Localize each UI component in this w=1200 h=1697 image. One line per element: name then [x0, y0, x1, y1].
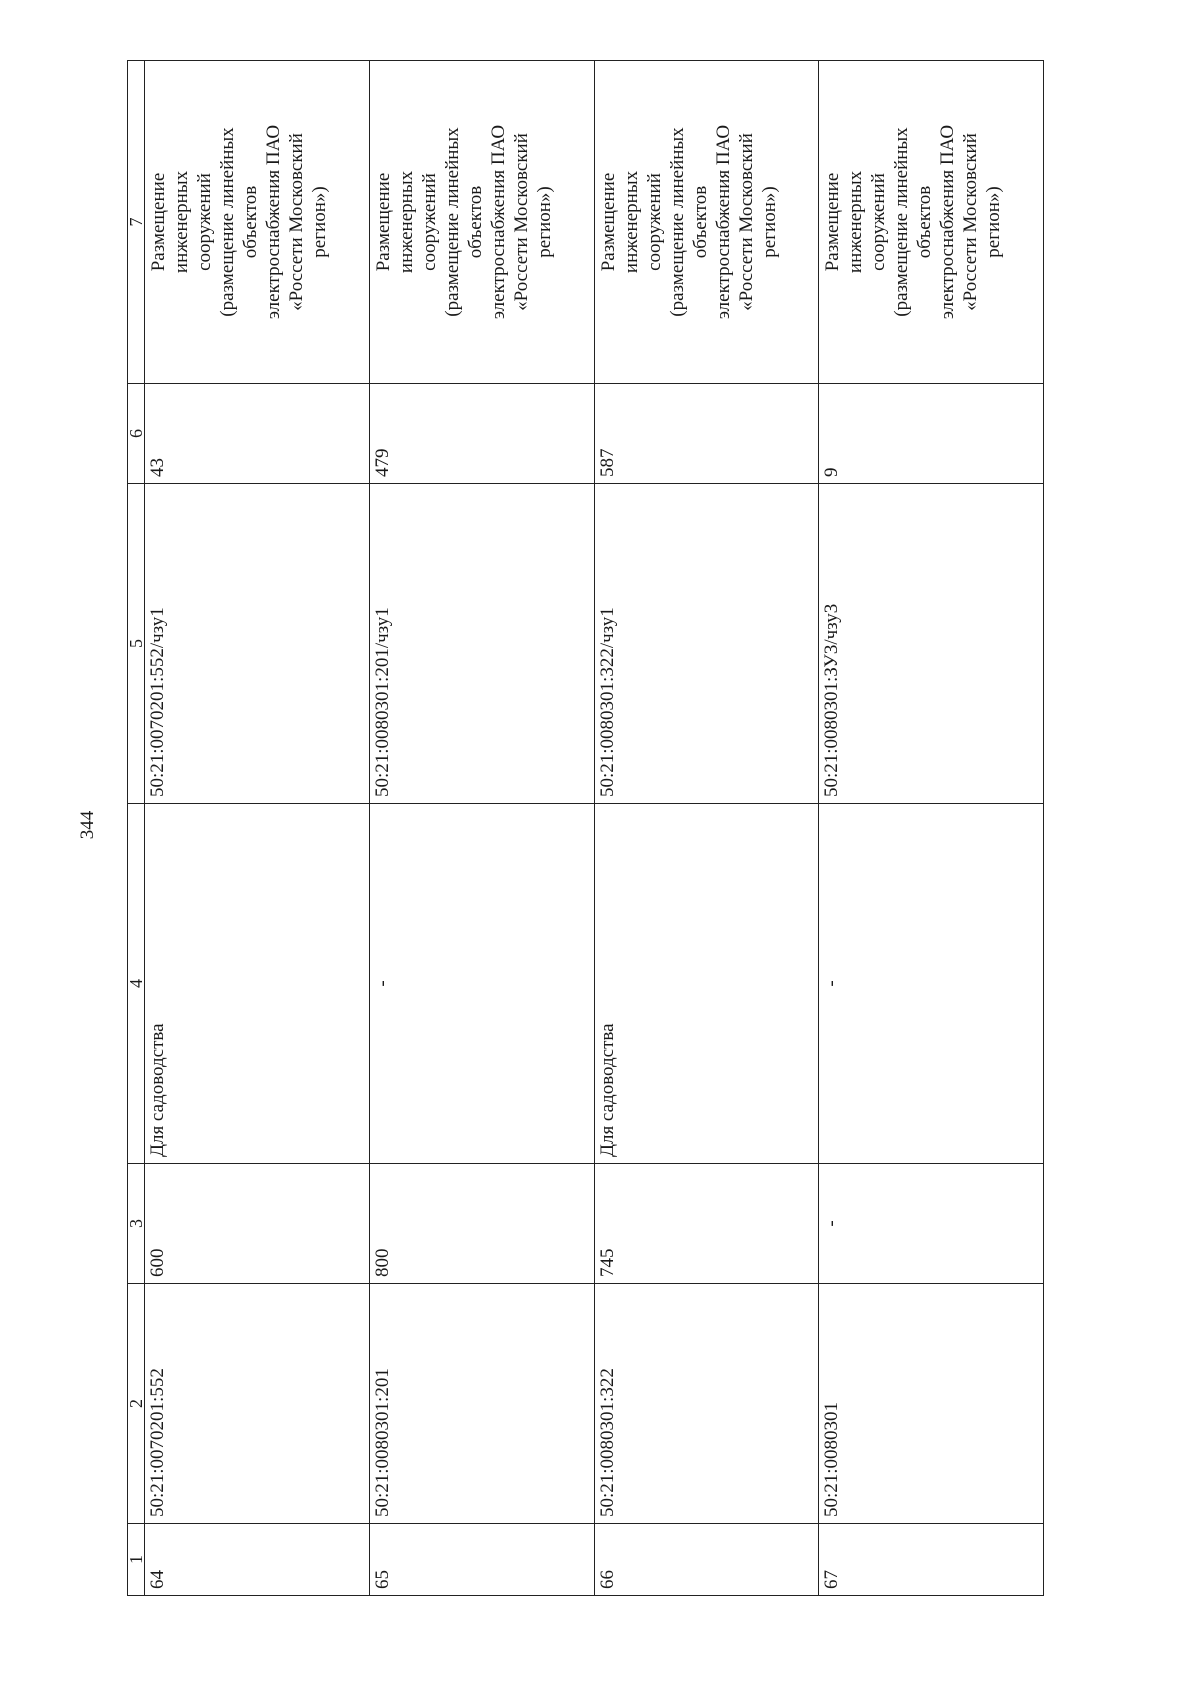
use-line: сооружений — [194, 173, 215, 271]
rotated-table-container — [127, 61, 1044, 1596]
permitted-use: - — [819, 804, 1044, 1164]
table-row — [819, 61, 1044, 1596]
use-line: электроснабжения ПАО — [487, 124, 509, 320]
use-line: объектов — [914, 185, 936, 259]
permitted-use: Для садоводства — [594, 804, 819, 1164]
table-row — [594, 61, 819, 1596]
use-line: Размещение — [372, 172, 394, 272]
use-line: электроснабжения ПАО — [263, 124, 284, 320]
use-line: инженерных — [171, 170, 192, 274]
header-col-1: 1 — [128, 1524, 145, 1596]
use-line: сооружений — [643, 173, 665, 271]
area-value: - — [819, 1164, 1044, 1284]
row-number: 67 — [819, 1524, 1044, 1596]
use-purpose — [145, 61, 370, 384]
page-number: 344 — [77, 810, 98, 840]
use-line: объектов — [464, 185, 486, 259]
part-area: 479 — [369, 384, 594, 484]
header-col-5: 5 — [128, 484, 145, 804]
use-line: сооружений — [868, 173, 890, 271]
use-line: регион») — [309, 186, 330, 258]
header-col-7: 7 — [128, 61, 145, 384]
area-value: 600 — [145, 1164, 370, 1284]
header-col-3: 3 — [128, 1164, 145, 1284]
use-purpose — [819, 61, 1044, 384]
table-row — [369, 61, 594, 1596]
row-number: 66 — [594, 1524, 819, 1596]
permitted-use: - — [369, 804, 594, 1164]
use-line: регион») — [758, 186, 780, 258]
part-area: 9 — [819, 384, 1044, 484]
use-line: инженерных — [620, 170, 642, 274]
use-line: «Россети Московский — [510, 133, 532, 311]
cadastral-number: 50:21:0070201:552 — [145, 1284, 370, 1524]
part-number: 50:21:0080301:ЗУ3/чзу3 — [819, 484, 1044, 804]
use-line: «Россети Московский — [286, 133, 307, 311]
header-col-6: 6 — [128, 384, 145, 484]
area-value: 800 — [369, 1164, 594, 1284]
use-line: электроснабжения ПАО — [712, 124, 734, 320]
use-line: объектов — [689, 185, 711, 259]
table-row — [145, 61, 370, 1596]
use-line: инженерных — [845, 170, 867, 274]
use-line: «Россети Московский — [960, 133, 982, 311]
use-purpose — [369, 61, 594, 384]
header-col-4: 4 — [128, 804, 145, 1164]
use-line: Размещение — [597, 172, 619, 272]
cadastral-number: 50:21:0080301 — [819, 1284, 1044, 1524]
use-line: (размещение линейных — [217, 127, 238, 317]
permitted-use: Для садоводства — [145, 804, 370, 1164]
use-line: регион») — [983, 186, 1005, 258]
land-plots-table — [127, 60, 1044, 1596]
use-line: (размещение линейных — [666, 127, 688, 317]
row-number: 64 — [145, 1524, 370, 1596]
cadastral-number: 50:21:0080301:322 — [594, 1284, 819, 1524]
cadastral-number: 50:21:0080301:201 — [369, 1284, 594, 1524]
row-number: 65 — [369, 1524, 594, 1596]
use-line: Размещение — [822, 172, 844, 272]
use-line: электроснабжения ПАО — [937, 124, 959, 320]
use-line: «Россети Московский — [735, 133, 757, 311]
header-col-2: 2 — [128, 1284, 145, 1524]
use-purpose — [594, 61, 819, 384]
part-number: 50:21:0080301:201/чзу1 — [369, 484, 594, 804]
use-line: инженерных — [395, 170, 417, 274]
use-line: объектов — [240, 185, 261, 259]
use-line: регион») — [533, 186, 555, 258]
part-number: 50:21:0070201:552/чзу1 — [145, 484, 370, 804]
use-line: Размещение — [148, 172, 169, 272]
part-number: 50:21:0080301:322/чзу1 — [594, 484, 819, 804]
use-line: (размещение линейных — [441, 127, 463, 317]
part-area: 43 — [145, 384, 370, 484]
header-row — [128, 61, 145, 1596]
use-line: сооружений — [418, 173, 440, 271]
area-value: 745 — [594, 1164, 819, 1284]
use-line: (размещение линейных — [891, 127, 913, 317]
part-area: 587 — [594, 384, 819, 484]
